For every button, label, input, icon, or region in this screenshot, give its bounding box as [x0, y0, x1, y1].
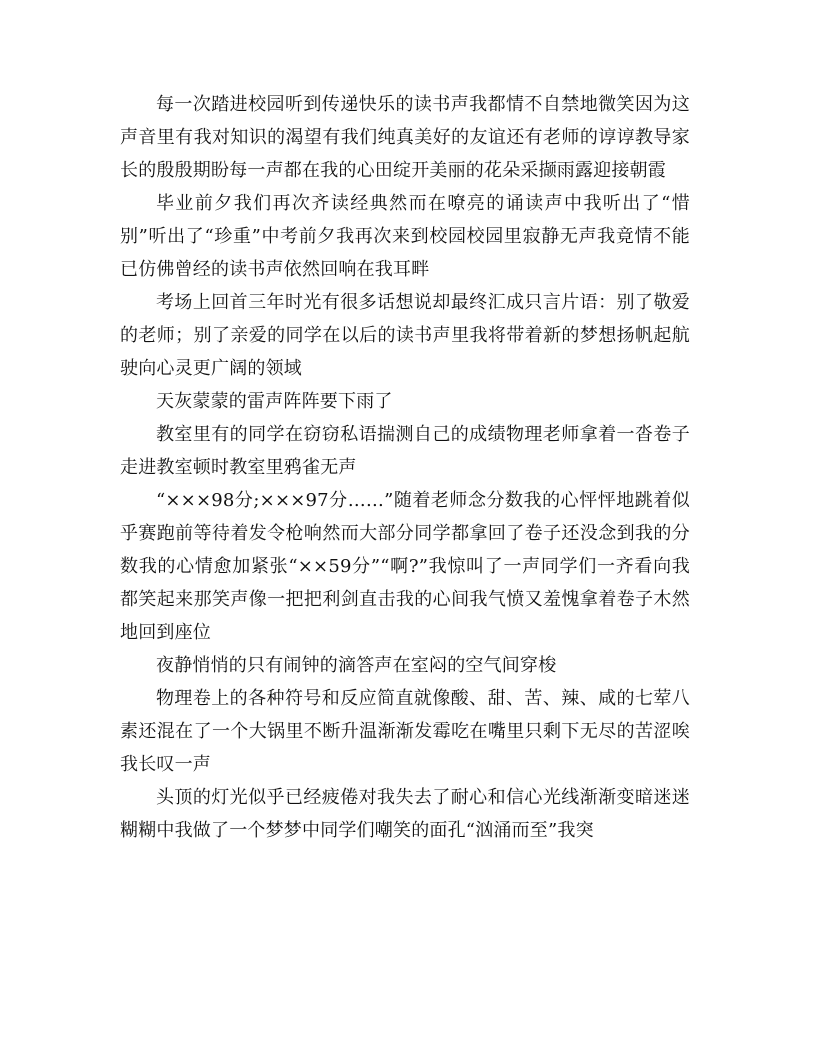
paragraph-3: 考场上回首三年时光有很多话想说却最终汇成只言片语：别了敬爱的老师；别了亲爱的同学在以后的读书声里我将带着新的梦想扬帆起航驶向心灵更广阔的领域 — [120, 292, 690, 379]
paragraph-8: 物理卷上的各种符号和反应简直就像酸、甜、苦、辣、咸的七荤八素还混在了一个大锅里不断升温渐渐发霉吃在嘴里只剩下无尽的苦涩唉我长叹一声 — [120, 688, 690, 775]
paragraph-9: 头顶的灯光似乎已经疲倦对我失去了耐心和信心光线渐渐变暗迷迷糊糊中我做了一个梦梦中同学们嘲笑的面孔“汹涌而至”我突 — [120, 787, 690, 841]
document-body — [120, 88, 690, 847]
paragraph-6: “×××98分;×××97分……”随着老师念分数我的心怦怦地跳着似乎赛跑前等待着发令枪响然而大部分同学都拿回了卷子还没念到我的分数我的心情愈加紧张“××59分”“啊?”我惊叫了一声同学们一齐看向我都笑起来那笑声像一把把利剑直击我的心间我气愤又羞愧拿着卷子木然地回到座位 — [120, 490, 690, 643]
paragraph-2: 毕业前夕我们再次齐读经典然而在嘹亮的诵读声中我听出了“惜别”听出了“珍重”中考前夕我再次来到校园校园里寂静无声我竟情不能已仿佛曾经的读书声依然回响在我耳畔 — [120, 193, 690, 280]
paragraph-4: 天灰蒙蒙的雷声阵阵要下雨了 — [156, 391, 393, 412]
paragraph-5: 教室里有的同学在窃窃私语揣测自己的成绩物理老师拿着一沓卷子走进教室顿时教室里鸦雀无声 — [120, 424, 690, 478]
paragraph-7: 夜静悄悄的只有闹钟的滴答声在室闷的空气间穿梭 — [156, 655, 557, 676]
paragraph-1: 每一次踏进校园听到传递快乐的读书声我都情不自禁地微笑因为这声音里有我对知识的渴望有我们纯真美好的友谊还有老师的谆谆教导家长的殷殷期盼每一声都在我的心田绽开美丽的花朵采撷雨露迎接朝霞 — [120, 94, 690, 181]
